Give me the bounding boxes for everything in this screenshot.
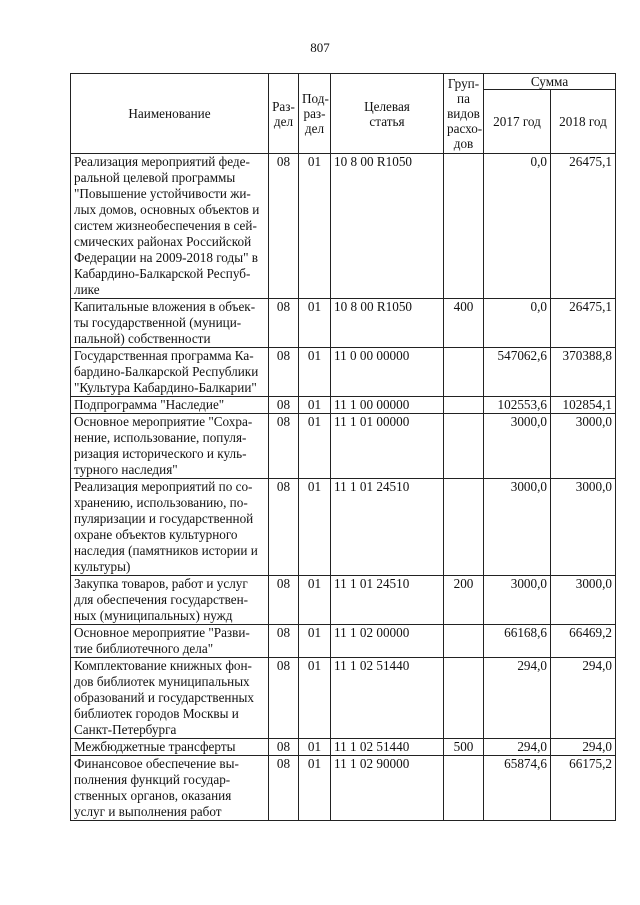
row-sum-2017: 102553,6 <box>484 397 551 414</box>
table-row <box>71 154 616 299</box>
row-sum-2018: 3000,0 <box>551 414 616 479</box>
row-sum-2018: 26475,1 <box>551 154 616 299</box>
row-sum-2017: 0,0 <box>484 299 551 348</box>
header-group <box>444 74 484 154</box>
row-target-code: 10 8 00 R1050 <box>331 299 444 348</box>
row-sum-2018: 3000,0 <box>551 576 616 625</box>
row-target-code: 11 1 02 90000 <box>331 756 444 821</box>
row-sum-2017: 66168,6 <box>484 625 551 658</box>
page-number: 807 <box>310 40 330 55</box>
header-section-text: Раз- дел <box>272 98 295 129</box>
table-row <box>71 625 616 658</box>
header-subsection <box>299 74 331 154</box>
row-sum-2017: 294,0 <box>484 658 551 739</box>
table-row <box>71 299 616 348</box>
header-subsection-text: Под- раз- дел <box>302 91 329 136</box>
row-name: Капитальные вложения в объек- ты государственной (муници- пальной) собственности <box>71 299 269 348</box>
row-name: Подпрограмма "Наследие" <box>71 397 269 414</box>
row-target-code: 11 1 02 51440 <box>331 739 444 756</box>
header-sum: Сумма <box>484 74 616 90</box>
row-section: 08 <box>269 348 299 397</box>
row-section: 08 <box>269 479 299 576</box>
row-group: 500 <box>444 739 484 756</box>
row-sum-2017: 3000,0 <box>484 479 551 576</box>
row-subsection: 01 <box>299 756 331 821</box>
row-subsection: 01 <box>299 658 331 739</box>
row-name: Межбюджетные трансферты <box>71 739 269 756</box>
row-subsection: 01 <box>299 299 331 348</box>
header-year-2017: 2017 год <box>484 90 551 154</box>
row-sum-2018: 102854,1 <box>551 397 616 414</box>
row-sum-2018: 370388,8 <box>551 348 616 397</box>
row-group: 400 <box>444 299 484 348</box>
row-sum-2018: 294,0 <box>551 658 616 739</box>
row-section: 08 <box>269 576 299 625</box>
table-row <box>71 576 616 625</box>
row-section: 08 <box>269 739 299 756</box>
table-row <box>71 348 616 397</box>
row-name: Реализация мероприятий по со- хранению, использованию, по- пуляризации и государственной охране объектов культурного наследия (памятников истории и культуры) <box>71 479 269 576</box>
row-section: 08 <box>269 756 299 821</box>
header-name: Наименование <box>71 74 269 154</box>
row-group <box>444 154 484 299</box>
row-name: Государственная программа Ка- бардино-Балкарской Республики "Культура Кабардино-Балкарии" <box>71 348 269 397</box>
row-target-code: 11 1 01 24510 <box>331 479 444 576</box>
header-section <box>269 74 299 154</box>
table-row <box>71 479 616 576</box>
row-group <box>444 348 484 397</box>
row-group <box>444 756 484 821</box>
row-group <box>444 397 484 414</box>
row-subsection: 01 <box>299 739 331 756</box>
row-sum-2017: 3000,0 <box>484 576 551 625</box>
row-target-code: 11 1 02 00000 <box>331 625 444 658</box>
table-row <box>71 397 616 414</box>
row-group <box>444 414 484 479</box>
row-target-code: 11 1 02 51440 <box>331 658 444 739</box>
row-sum-2017: 0,0 <box>484 154 551 299</box>
row-group <box>444 625 484 658</box>
row-sum-2017: 65874,6 <box>484 756 551 821</box>
row-target-code: 11 1 01 24510 <box>331 576 444 625</box>
table-row <box>71 658 616 739</box>
row-subsection: 01 <box>299 348 331 397</box>
row-name: Комплектование книжных фон- дов библиотек муниципальных образований и государственных библиотек городов Москвы и Санкт-Петербурга <box>71 658 269 739</box>
row-sum-2018: 26475,1 <box>551 299 616 348</box>
row-subsection: 01 <box>299 625 331 658</box>
row-group: 200 <box>444 576 484 625</box>
row-sum-2018: 66175,2 <box>551 756 616 821</box>
row-section: 08 <box>269 397 299 414</box>
row-section: 08 <box>269 154 299 299</box>
row-section: 08 <box>269 414 299 479</box>
row-target-code: 11 0 00 00000 <box>331 348 444 397</box>
row-name: Закупка товаров, работ и услуг для обеспечения государствен- ных (муниципальных) нужд <box>71 576 269 625</box>
row-section: 08 <box>269 658 299 739</box>
row-section: 08 <box>269 299 299 348</box>
row-sum-2018: 66469,2 <box>551 625 616 658</box>
header-group-text: Груп- па видов расхо- дов <box>447 76 483 151</box>
header-target-text: Целевая статья <box>364 98 410 129</box>
row-sum-2017: 547062,6 <box>484 348 551 397</box>
row-subsection: 01 <box>299 414 331 479</box>
row-group <box>444 658 484 739</box>
row-group <box>444 479 484 576</box>
header-year-2018: 2018 год <box>551 90 616 154</box>
row-sum-2017: 294,0 <box>484 739 551 756</box>
row-section: 08 <box>269 625 299 658</box>
row-subsection: 01 <box>299 479 331 576</box>
row-subsection: 01 <box>299 397 331 414</box>
table-row <box>71 756 616 821</box>
row-subsection: 01 <box>299 576 331 625</box>
row-name: Основное мероприятие "Сохра- нение, использование, популя- ризация исторического и куль- турного наследия" <box>71 414 269 479</box>
row-name: Реализация мероприятий феде- ральной целевой программы "Повышение устойчивости жи- лых домов, основных объектов и систем жизнеобеспечения в сей- смических районах Российской Федерации на 2009-2018 годы" в Кабардино-Балкарской Респуб- лике <box>71 154 269 299</box>
row-target-code: 10 8 00 R1050 <box>331 154 444 299</box>
row-target-code: 11 1 00 00000 <box>331 397 444 414</box>
row-target-code: 11 1 01 00000 <box>331 414 444 479</box>
row-name: Основное мероприятие "Разви- тие библиотечного дела" <box>71 625 269 658</box>
row-sum-2017: 3000,0 <box>484 414 551 479</box>
header-target <box>331 74 444 154</box>
budget-table <box>70 73 616 821</box>
row-sum-2018: 3000,0 <box>551 479 616 576</box>
row-subsection: 01 <box>299 154 331 299</box>
row-name: Финансовое обеспечение вы- полнения функций государ- ственных органов, оказания услуг и выполнения работ <box>71 756 269 821</box>
row-sum-2018: 294,0 <box>551 739 616 756</box>
table-row <box>71 414 616 479</box>
table-row <box>71 739 616 756</box>
